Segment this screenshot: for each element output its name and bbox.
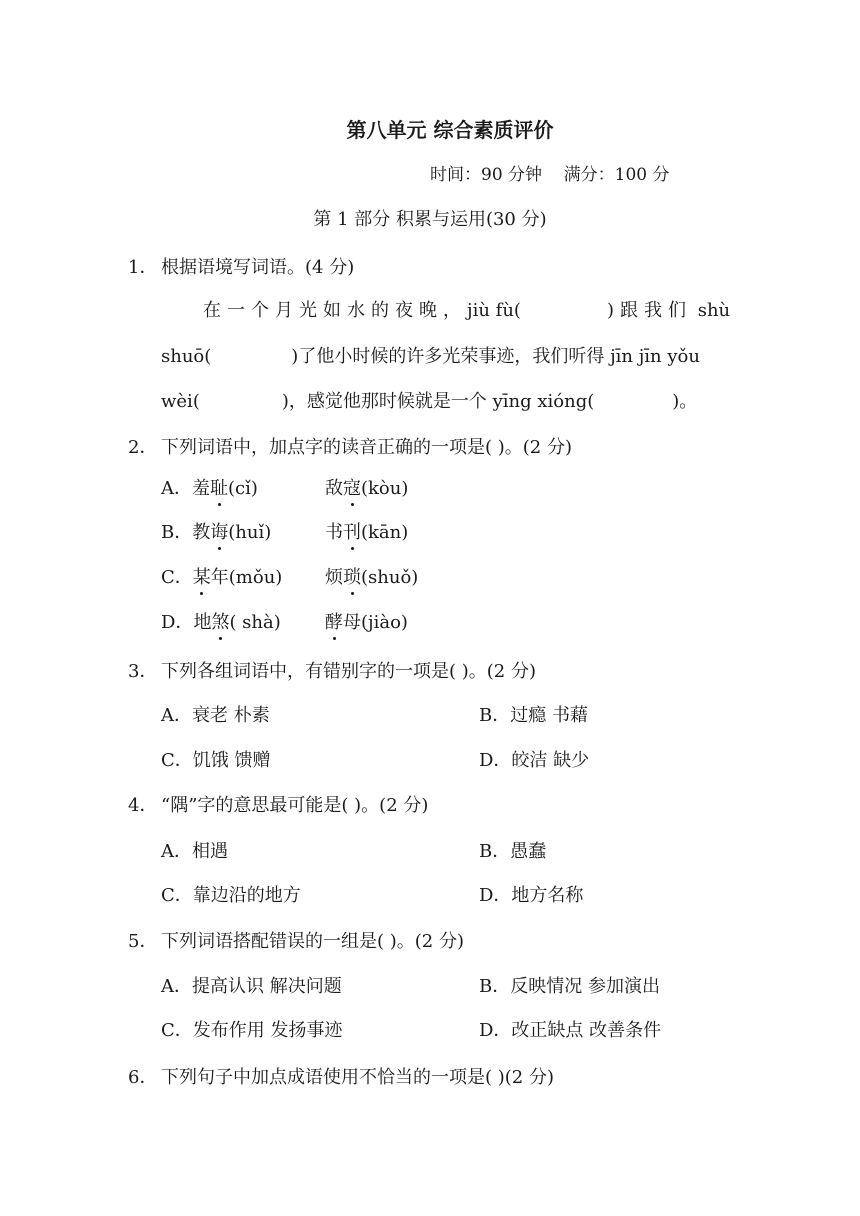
- time-label: 时间：: [430, 165, 481, 185]
- section-heading: 第 1 部分 积累与运用(30 分): [313, 209, 547, 230]
- q4-option-b[interactable]: B．愚蠢: [479, 841, 547, 862]
- dotted-char: 煞: [211, 608, 229, 634]
- page-title: 第八单元 综合素质评价: [346, 118, 554, 142]
- pinyin-wei: wèi(: [161, 391, 200, 412]
- question-text-3: 下列各组词语中，有错别字的一项是( )。(2 分): [161, 661, 536, 682]
- passage-text: )了他小时候的许多光荣事迹，我们听得: [291, 346, 605, 367]
- question-number-1: 1．: [128, 257, 158, 278]
- pinyin-shu: shù: [697, 300, 731, 321]
- passage-text: )。: [672, 391, 698, 412]
- time-unit: 分钟: [508, 165, 543, 185]
- pinyin-jinjinyou: jīn jīn yǒu: [610, 346, 700, 367]
- time-value: 90: [481, 165, 503, 185]
- passage-text: )，感觉他那时候就是一个: [281, 391, 487, 412]
- dotted-char: 酵: [325, 608, 343, 634]
- pinyin-jiufu: jiù fù(: [467, 300, 521, 321]
- question-number-2: 2．: [128, 437, 158, 458]
- passage-line-1: [203, 296, 730, 322]
- q5-option-a[interactable]: A．提高认识 解决问题: [161, 976, 342, 997]
- dotted-char: 琐: [343, 563, 361, 589]
- question-text-6: 下列句子中加点成语使用不恰当的一项是( )(2 分): [161, 1067, 554, 1088]
- question-number-6: 6．: [128, 1067, 158, 1088]
- score-label: 满分：: [563, 165, 615, 185]
- q2-option-d[interactable]: D．地煞( shà): [161, 608, 281, 634]
- question-text-5: 下列词语搭配错误的一组是( )。(2 分): [161, 931, 464, 952]
- passage-text: 在一个月光如水的夜晚，: [203, 300, 467, 321]
- q2-option-a[interactable]: A．羞耻(cǐ): [161, 474, 258, 500]
- passage-line-2: [161, 342, 700, 368]
- q4-option-a[interactable]: A．相遇: [161, 841, 228, 862]
- q4-option-d[interactable]: D．地方名称: [479, 885, 584, 906]
- q3-option-c[interactable]: C．饥饿 馈赠: [161, 750, 271, 771]
- q2-option-a-word2: 敌寇(kòu): [325, 474, 408, 500]
- q2-option-c[interactable]: C．某年(mǒu): [161, 563, 282, 589]
- dotted-char: 寇: [343, 474, 361, 500]
- dotted-char: 某: [193, 563, 211, 589]
- pinyin-shuo: shuō(: [161, 346, 212, 367]
- q4-option-c[interactable]: C．靠边沿的地方: [161, 885, 301, 906]
- dotted-char: 诲: [210, 518, 228, 544]
- question-number-5: 5．: [128, 931, 158, 952]
- score-value: 100: [614, 165, 648, 185]
- pinyin-yingxiong: yīng xióng(: [492, 391, 595, 412]
- q2-option-b[interactable]: B．教诲(huǐ): [161, 518, 271, 544]
- q3-option-a[interactable]: A．衰老 朴素: [161, 705, 270, 726]
- q3-option-d[interactable]: D．皎洁 缺少: [479, 750, 590, 771]
- passage-line-3: [161, 387, 697, 413]
- q5-option-b[interactable]: B．反映情况 参加演出: [479, 976, 660, 997]
- question-text-4: “隅”字的意思最可能是( )。(2 分): [161, 795, 429, 816]
- q5-option-c[interactable]: C．发布作用 发扬事迹: [161, 1020, 343, 1041]
- dotted-char: 耻: [210, 474, 228, 500]
- question-text-2: 下列词语中，加点字的读音正确的一项是( )。(2 分): [161, 437, 572, 458]
- question-number-3: 3．: [128, 661, 158, 682]
- exam-meta: [430, 160, 670, 185]
- dotted-char: 刊: [343, 518, 361, 544]
- passage-text: )跟我们: [606, 300, 692, 321]
- q2-option-b-word2: 书刊(kān): [325, 518, 408, 544]
- q2-option-c-word2: 烦琐(shuǒ): [325, 563, 418, 589]
- question-number-4: 4．: [128, 795, 158, 816]
- q5-option-d[interactable]: D．改正缺点 改善条件: [479, 1020, 662, 1041]
- q2-option-d-word2: 酵母(jiào): [325, 608, 408, 634]
- score-unit: 分: [652, 165, 670, 185]
- q3-option-b[interactable]: B．过瘾 书藉: [479, 705, 588, 726]
- question-text-1: 根据语境写词语。(4 分): [161, 257, 355, 278]
